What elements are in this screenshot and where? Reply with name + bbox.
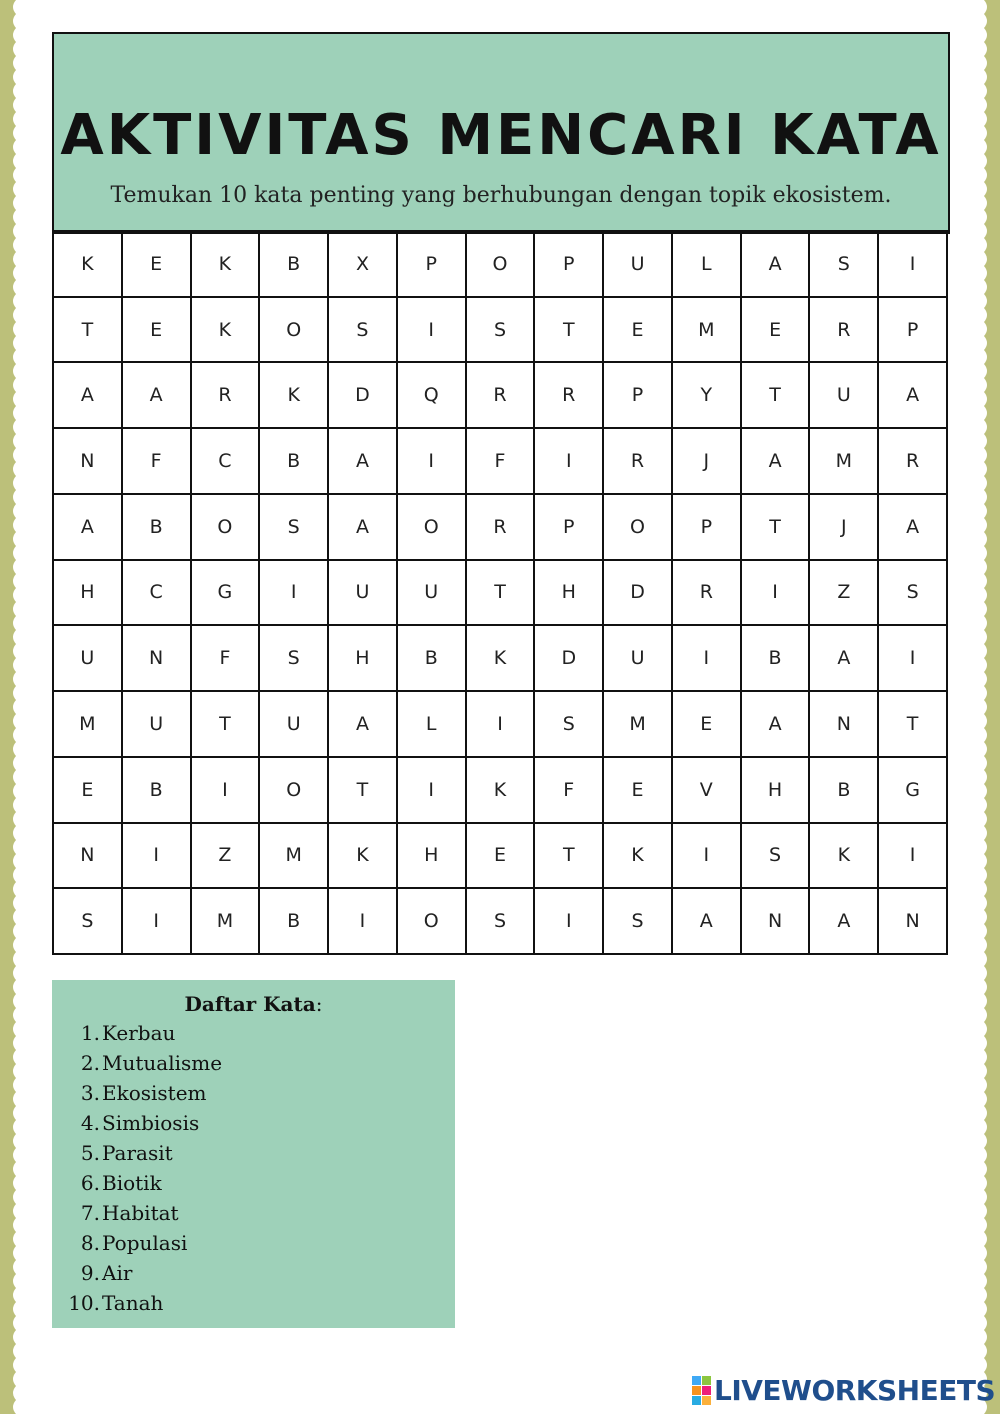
grid-cell[interactable]: U — [260, 692, 329, 758]
grid-cell[interactable]: I — [467, 692, 536, 758]
grid-cell[interactable]: R — [810, 298, 879, 364]
grid-cell[interactable]: M — [604, 692, 673, 758]
grid-cell[interactable]: N — [810, 692, 879, 758]
grid-cell[interactable]: I — [742, 561, 811, 627]
word-list-item — [66, 1168, 222, 1198]
grid-cell[interactable]: A — [742, 232, 811, 298]
grid-cell[interactable]: K — [810, 824, 879, 890]
grid-cell[interactable]: U — [123, 692, 192, 758]
grid-cell[interactable]: T — [742, 363, 811, 429]
grid-cell[interactable]: I — [192, 758, 261, 824]
grid-cell[interactable]: I — [398, 429, 467, 495]
grid-cell[interactable]: M — [54, 692, 123, 758]
grid-cell[interactable]: T — [879, 692, 948, 758]
word-list-panel — [52, 980, 455, 1328]
grid-cell[interactable]: D — [604, 561, 673, 627]
word-number: 7. — [80, 1201, 100, 1225]
grid-cell[interactable]: I — [398, 758, 467, 824]
grid-cell[interactable]: S — [604, 889, 673, 955]
grid-cell[interactable]: F — [535, 758, 604, 824]
grid-cell[interactable]: L — [673, 232, 742, 298]
grid-cell[interactable]: A — [329, 495, 398, 561]
page-title: AKTIVITAS MENCARI KATA — [60, 103, 942, 168]
grid-cell[interactable]: Z — [810, 561, 879, 627]
grid-cell[interactable]: U — [398, 561, 467, 627]
word-text: Simbiosis — [102, 1111, 200, 1135]
word-number: 3. — [80, 1081, 100, 1105]
grid-cell[interactable]: U — [604, 232, 673, 298]
grid-cell[interactable]: S — [810, 232, 879, 298]
word-text: Parasit — [102, 1141, 173, 1165]
grid-cell[interactable]: U — [329, 561, 398, 627]
grid-cell[interactable]: P — [535, 495, 604, 561]
grid-cell[interactable]: O — [398, 495, 467, 561]
grid-cell[interactable]: N — [742, 889, 811, 955]
word-text: Mutualisme — [102, 1051, 223, 1075]
word-text: Air — [102, 1261, 133, 1285]
word-list-item — [66, 1228, 222, 1258]
grid-cell[interactable]: I — [673, 626, 742, 692]
grid-cell[interactable]: K — [467, 758, 536, 824]
grid-cell[interactable]: I — [123, 889, 192, 955]
grid-cell[interactable]: A — [329, 429, 398, 495]
grid-cell[interactable]: T — [329, 758, 398, 824]
grid-cell[interactable]: B — [398, 626, 467, 692]
grid-cell[interactable]: S — [467, 889, 536, 955]
word-text: Biotik — [102, 1171, 162, 1195]
grid-cell[interactable]: K — [192, 298, 261, 364]
grid-cell[interactable]: A — [54, 363, 123, 429]
word-list-item — [66, 1018, 222, 1048]
grid-cell[interactable]: A — [879, 363, 948, 429]
grid-cell[interactable]: O — [467, 232, 536, 298]
grid-cell[interactable]: H — [742, 758, 811, 824]
grid-cell[interactable]: R — [604, 429, 673, 495]
grid-cell[interactable]: A — [54, 495, 123, 561]
grid-cell[interactable]: E — [467, 824, 536, 890]
grid-cell[interactable]: N — [879, 889, 948, 955]
grid-cell[interactable]: O — [398, 889, 467, 955]
grid-cell[interactable]: I — [879, 232, 948, 298]
grid-cell[interactable]: T — [742, 495, 811, 561]
grid-cell[interactable]: I — [673, 824, 742, 890]
grid-cell[interactable]: I — [879, 824, 948, 890]
grid-cell[interactable]: B — [260, 429, 329, 495]
grid-cell[interactable]: F — [467, 429, 536, 495]
grid-cell[interactable]: O — [260, 298, 329, 364]
grid-cell[interactable]: S — [329, 298, 398, 364]
grid-cell[interactable]: D — [535, 626, 604, 692]
grid-cell[interactable]: I — [260, 561, 329, 627]
grid-cell[interactable]: I — [879, 626, 948, 692]
grid-cell[interactable]: B — [260, 889, 329, 955]
grid-cell[interactable]: F — [123, 429, 192, 495]
word-text: Ekosistem — [102, 1081, 207, 1105]
word-text: Tanah — [102, 1291, 164, 1315]
grid-cell[interactable]: A — [742, 692, 811, 758]
left-decorative-border — [0, 0, 16, 1414]
grid-cell[interactable]: E — [604, 298, 673, 364]
word-number: 10. — [68, 1291, 100, 1315]
grid-cell[interactable]: K — [260, 363, 329, 429]
grid-cell[interactable]: K — [467, 626, 536, 692]
page-subtitle: Temukan 10 kata penting yang berhubungan dengan topik ekosistem. — [110, 183, 892, 208]
grid-cell[interactable]: E — [742, 298, 811, 364]
grid-cell[interactable]: K — [604, 824, 673, 890]
grid-cell[interactable]: J — [810, 495, 879, 561]
grid-cell[interactable]: H — [535, 561, 604, 627]
grid-cell[interactable]: D — [329, 363, 398, 429]
grid-cell[interactable]: R — [673, 561, 742, 627]
grid-cell[interactable]: S — [742, 824, 811, 890]
grid-cell[interactable]: R — [467, 495, 536, 561]
grid-cell[interactable]: P — [673, 495, 742, 561]
grid-cell[interactable]: Y — [673, 363, 742, 429]
grid-cell[interactable]: I — [535, 889, 604, 955]
grid-cell[interactable]: B — [810, 758, 879, 824]
grid-cell[interactable]: K — [329, 824, 398, 890]
word-text: Kerbau — [102, 1021, 176, 1045]
grid-cell[interactable]: B — [260, 232, 329, 298]
word-text: Populasi — [102, 1231, 188, 1255]
grid-cell[interactable]: V — [673, 758, 742, 824]
grid-cell[interactable]: M — [192, 889, 261, 955]
grid-cell[interactable]: A — [879, 495, 948, 561]
grid-cell[interactable]: G — [192, 561, 261, 627]
grid-cell[interactable]: I — [329, 889, 398, 955]
grid-cell[interactable]: A — [123, 363, 192, 429]
grid-cell[interactable]: P — [604, 363, 673, 429]
word-number: 8. — [80, 1231, 100, 1255]
word-list-title: Daftar Kata — [184, 992, 316, 1016]
grid-cell[interactable]: S — [54, 889, 123, 955]
right-decorative-border — [984, 0, 1000, 1414]
liveworksheets-logo-icon — [692, 1376, 711, 1405]
grid-cell[interactable]: O — [260, 758, 329, 824]
grid-cell[interactable]: P — [879, 298, 948, 364]
grid-cell[interactable]: R — [879, 429, 948, 495]
grid-cell[interactable]: M — [673, 298, 742, 364]
grid-cell[interactable]: E — [673, 692, 742, 758]
grid-cell[interactable]: R — [192, 363, 261, 429]
title-panel — [52, 32, 950, 234]
grid-cell[interactable]: C — [123, 561, 192, 627]
grid-cell[interactable]: B — [742, 626, 811, 692]
word-list-item — [66, 1108, 222, 1138]
grid-cell[interactable]: A — [742, 429, 811, 495]
grid-cell[interactable]: H — [398, 824, 467, 890]
grid-cell[interactable]: E — [123, 298, 192, 364]
word-list-title-colon: : — [315, 992, 323, 1016]
grid-cell[interactable]: N — [54, 824, 123, 890]
grid-cell[interactable]: L — [398, 692, 467, 758]
word-list-item — [66, 1138, 222, 1168]
grid-cell[interactable]: S — [879, 561, 948, 627]
grid-cell[interactable]: S — [467, 298, 536, 364]
grid-cell[interactable]: P — [398, 232, 467, 298]
word-list-item — [66, 1078, 222, 1108]
word-list-heading — [52, 992, 455, 1016]
grid-cell[interactable]: X — [329, 232, 398, 298]
grid-cell[interactable]: A — [673, 889, 742, 955]
grid-cell[interactable]: R — [535, 363, 604, 429]
word-number: 9. — [80, 1261, 100, 1285]
grid-cell[interactable]: U — [54, 626, 123, 692]
grid-cell[interactable]: T — [54, 298, 123, 364]
grid-cell[interactable]: J — [673, 429, 742, 495]
grid-cell[interactable]: Q — [398, 363, 467, 429]
grid-cell[interactable]: T — [535, 298, 604, 364]
grid-cell[interactable]: K — [54, 232, 123, 298]
grid-cell[interactable]: N — [54, 429, 123, 495]
grid-cell[interactable]: T — [467, 561, 536, 627]
word-number: 4. — [80, 1111, 100, 1135]
grid-cell[interactable]: P — [535, 232, 604, 298]
word-number: 2. — [80, 1051, 100, 1075]
liveworksheets-logo-text: LIVEWORKSHEETS — [714, 1373, 996, 1407]
grid-cell[interactable]: A — [810, 626, 879, 692]
word-number: 5. — [80, 1141, 100, 1165]
grid-cell[interactable]: B — [123, 758, 192, 824]
word-number: 6. — [80, 1171, 100, 1195]
grid-cell[interactable]: A — [810, 889, 879, 955]
liveworksheets-logo[interactable] — [692, 1372, 995, 1408]
grid-cell[interactable]: H — [54, 561, 123, 627]
word-list-item — [66, 1198, 222, 1228]
grid-cell[interactable]: F — [192, 626, 261, 692]
grid-cell[interactable]: I — [535, 429, 604, 495]
grid-cell[interactable]: O — [604, 495, 673, 561]
grid-cell[interactable]: H — [329, 626, 398, 692]
grid-cell[interactable]: O — [192, 495, 261, 561]
word-list-item — [66, 1048, 222, 1078]
grid-cell[interactable]: A — [329, 692, 398, 758]
grid-cell[interactable]: T — [535, 824, 604, 890]
grid-cell[interactable]: K — [192, 232, 261, 298]
grid-cell[interactable]: B — [123, 495, 192, 561]
grid-cell[interactable]: U — [604, 626, 673, 692]
grid-cell[interactable]: N — [123, 626, 192, 692]
word-number: 1. — [80, 1021, 100, 1045]
word-list-item — [66, 1258, 222, 1288]
grid-cell[interactable]: I — [398, 298, 467, 364]
word-text: Habitat — [102, 1201, 179, 1225]
grid-cell[interactable]: Z — [192, 824, 261, 890]
grid-cell[interactable]: R — [467, 363, 536, 429]
word-list-item — [66, 1288, 222, 1318]
grid-cell[interactable]: T — [192, 692, 261, 758]
grid-cell[interactable]: U — [810, 363, 879, 429]
grid-cell[interactable]: G — [879, 758, 948, 824]
grid-cell[interactable]: S — [535, 692, 604, 758]
grid-cell[interactable]: C — [192, 429, 261, 495]
grid-cell[interactable]: E — [123, 232, 192, 298]
grid-cell[interactable]: M — [260, 824, 329, 890]
grid-cell[interactable]: E — [604, 758, 673, 824]
word-list — [66, 1018, 222, 1318]
grid-cell[interactable]: I — [123, 824, 192, 890]
word-search-grid — [52, 230, 948, 955]
grid-cell[interactable]: E — [54, 758, 123, 824]
grid-cell[interactable]: S — [260, 495, 329, 561]
grid-cell[interactable]: M — [810, 429, 879, 495]
grid-cell[interactable]: S — [260, 626, 329, 692]
